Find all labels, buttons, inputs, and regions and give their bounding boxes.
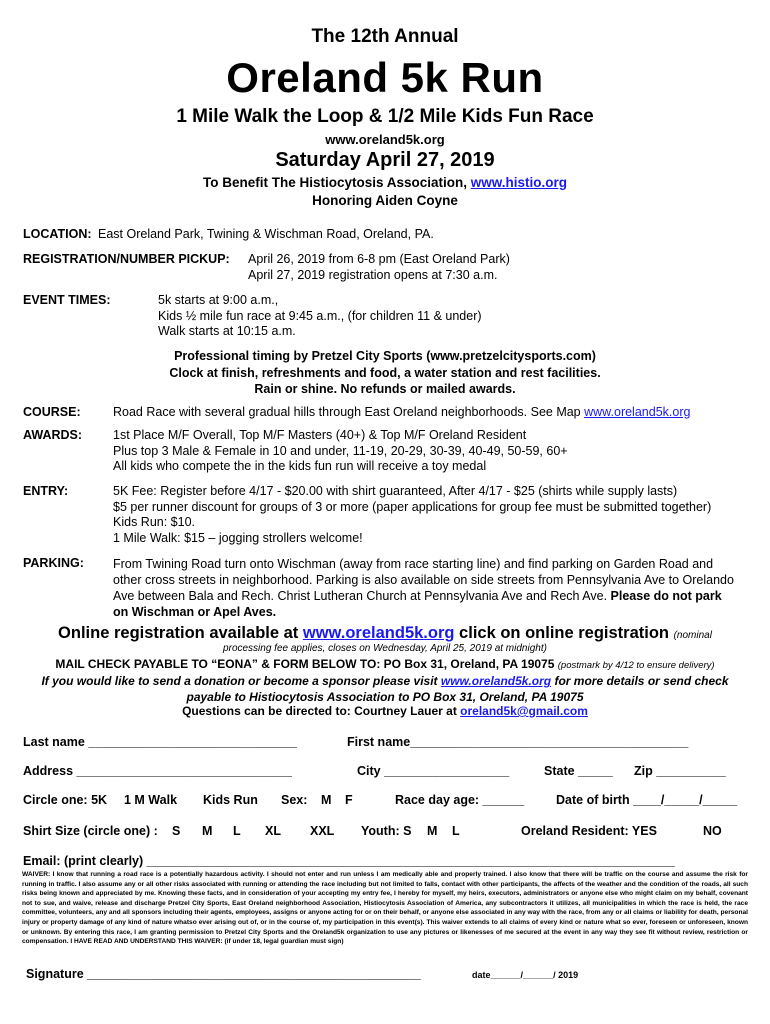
parking-line-with-bold [113, 588, 734, 604]
nominal-note: (nominal [673, 630, 712, 641]
questions-text: Questions can be directed to: Courtney Lauer at [182, 704, 461, 718]
awards-line: Plus top 3 Male & Female in 10 and under, 11-19, 20-29, 30-39, 40-49, 50-59, 60+ [113, 443, 568, 458]
awards-line: 1st Place M/F Overall, Top M/F Masters (40+) & Top M/F Oreland Resident [113, 428, 527, 442]
donation-line-2: payable to Histiocytosis Association to PO Box 31, Oreland, PA 19075 [186, 690, 584, 704]
date-of-birth-field[interactable]: Date of birth ____/_____/_____ [556, 793, 738, 807]
race-option-5k[interactable]: Circle one: 5K [23, 793, 108, 807]
online-text: Online registration available at [58, 624, 303, 642]
processing-note: processing fee applies, closes on Wednesday, April 25, 2019 at midnight) [223, 643, 547, 654]
email-field[interactable]: Email: (print clearly) ____________________________________________________________________________ [23, 854, 675, 868]
donation-block [0, 673, 770, 705]
donation-text: If you would like to send a donation or become a sponsor please visit [41, 674, 441, 688]
registration-label: REGISTRATION/NUMBER PICKUP: [23, 252, 230, 266]
questions-line [0, 704, 770, 718]
course-map-link[interactable]: www.oreland5k.org [584, 405, 691, 419]
parking-label: PARKING: [23, 556, 84, 570]
parking-warning: Please do not park [610, 589, 722, 603]
honoring-line: Honoring Aiden Coyne [312, 193, 458, 208]
entry-line: Kids Run: $10. [113, 515, 195, 529]
online-registration-link[interactable]: www.oreland5k.org [302, 624, 455, 642]
rain-line: Rain or shine. No refunds or mailed awards. [254, 382, 516, 396]
location-value: East Oreland Park, Twining & Wischman Road, Oreland, PA. [98, 227, 434, 241]
registration-line: April 27, 2019 registration opens at 7:30 a.m. [248, 267, 498, 282]
registration-line: April 26, 2019 from 6-8 pm (East Oreland Park) [248, 252, 510, 266]
sex-label: Sex: [281, 793, 308, 807]
shirt-size-label: Shirt Size (circle one) : [23, 824, 158, 838]
pre-title: The 12th Annual [311, 26, 459, 47]
awards-label: AWARDS: [23, 428, 83, 442]
state-field[interactable]: State _____ [544, 764, 613, 778]
oreland-resident-yes[interactable]: Oreland Resident: YES [521, 824, 657, 838]
parking-line: From Twining Road turn onto Wischman (away from race starting line) and find parking on Garden Road and [113, 557, 714, 571]
amenities-block [0, 348, 770, 398]
event-date: Saturday April 27, 2019 [275, 149, 495, 171]
parking-details [113, 556, 734, 620]
address-field[interactable]: Address _______________________________ [23, 764, 293, 778]
shirt-size-l[interactable]: L [233, 824, 241, 838]
entry-label: ENTRY: [23, 484, 69, 498]
timing-line: Professional timing by Pretzel City Sports (www.pretzelcitysports.com) [174, 349, 596, 363]
youth-size-l[interactable]: L [452, 824, 460, 838]
race-day-age-field[interactable]: Race day age: ______ [395, 793, 525, 807]
last-name-field[interactable]: Last name ______________________________ [23, 735, 297, 749]
oreland-resident-no[interactable]: NO [703, 824, 722, 838]
parking-line: Ave between Bala and Rech. Christ Lutheran Church at Pennsylvania Ave and Rech Ave. [113, 589, 611, 603]
sex-option-f[interactable]: F [345, 793, 353, 807]
event-time-line: Walk starts at 10:15 a.m. [158, 324, 296, 338]
youth-size-s[interactable]: Youth: S [361, 824, 412, 838]
mail-check-line [0, 657, 770, 671]
waiver-text: WAIVER: I know that running a road race is a potentially hazardous activity. I should not enter and run unless I am medically able and properly trained. I also know that there will be traffic on the course and assume the risk for running in traffic. I also assume any or all other risks associated with running or attending the race including but not limited to falls, contact with other participants, the affects of the weather and the condition of the roads, all such risks being known and appreciated by me. Knowing these facts, and in consideration of your accepting my entry fee, I hereby for myself, my heirs, executors, administrators or anyone else who might claim on my behalf, covenant not to sue, and waive, release and discharge Pretzel City Sports, East Oreland neighborhood Association, Histiocytosis Association of America, any subcontractors it utilizes, all municipalities in which the race is held, the race committee, volunteers, any and all sponsors including their agents, employees, assigns or anyone acting for or on their behalf, or anyone else associated in any way with the race, from any or all claims or liability for death, personal injury or property damage of any kind of nature whatso ever arising out of, or in the course of, my participation in this event(s). This waiver extends to all claims of every kind or nature what so ever, foreseen or unforeseen, known or unknown. By entering this race, I am granting permission to Pretzel City Sports and the Oreland5k organization to use any pictures or likenesses of me secured at the event in any way they see fit without review, restriction or compensation. I HAVE READ AND UNDERSTAND THIS WAIVER: (if under 18, legal guardian must sign) [22, 871, 748, 946]
event-times-label: EVENT TIMES: [23, 293, 111, 307]
parking-line: other cross streets in neighborhood. Parking is also available on side streets from Pennsylvania Ave to Orelando [113, 573, 734, 587]
shirt-size-xxl[interactable]: XXL [310, 824, 335, 838]
donation-line [0, 673, 770, 689]
donation-link[interactable]: www.oreland5k.org [440, 674, 552, 688]
shirt-size-s[interactable]: S [172, 824, 181, 838]
sex-option-m[interactable]: M [321, 793, 332, 807]
donation-after: for more details or send check [551, 674, 729, 688]
entry-details [113, 484, 711, 546]
shirt-size-m[interactable]: M [202, 824, 213, 838]
signature-date-field[interactable]: date______/______/ 2019 [472, 970, 579, 980]
entry-line: $5 per runner discount for groups of 3 or more (paper applications for group fee must be submitted together) [113, 499, 712, 514]
page-title: Oreland 5k Run [226, 54, 544, 101]
refreshments-line: Clock at finish, refreshments and food, a water station and rest facilities. [169, 365, 601, 380]
postmark-note: (postmark by 4/12 to ensure delivery) [557, 660, 715, 671]
subtitle: 1 Mile Walk the Loop & 1/2 Mile Kids Fun Race [176, 106, 594, 127]
youth-size-m[interactable]: M [427, 824, 438, 838]
awards-line: All kids who compete the in the kids fun run will receive a toy medal [113, 459, 487, 473]
race-option-walk[interactable]: 1 M Walk [124, 793, 178, 807]
awards-details [113, 428, 568, 475]
signature-field[interactable]: Signature ________________________________________________ [26, 967, 421, 981]
mail-text: MAIL CHECK PAYABLE TO “EONA” & FORM BELOW TO: PO Box 31, Oreland, PA 19075 [55, 657, 558, 671]
online-after: click on online registration [454, 624, 674, 642]
entry-line: 1 Mile Walk: $15 – jogging strollers welcome! [113, 530, 363, 545]
location-label: LOCATION: [23, 227, 92, 241]
zip-field[interactable]: Zip __________ [634, 764, 726, 778]
event-times-details [158, 293, 482, 340]
benefit-text: To Benefit The Histiocytosis Association, [202, 175, 471, 190]
course-label: COURSE: [23, 405, 81, 419]
event-time-line: 5k starts at 9:00 a.m., [158, 293, 279, 307]
parking-warning-line: on Wischman or Apel Aves. [113, 605, 277, 619]
online-registration-line [0, 624, 770, 643]
course-value [113, 405, 690, 421]
first-name-field[interactable]: First name________________________________________ [347, 735, 689, 749]
course-text: Road Race with several gradual hills through East Oreland neighborhoods. See Map [113, 405, 585, 419]
histio-link[interactable]: www.histio.org [470, 175, 568, 190]
entry-line: 5K Fee: Register before 4/17 - $20.00 with shirt guaranteed, After 4/17 - $25 (shirts while supply lasts) [113, 484, 678, 498]
website-text: www.oreland5k.org [325, 132, 445, 147]
shirt-size-xl[interactable]: XL [265, 824, 281, 838]
benefit-line [0, 175, 770, 190]
city-field[interactable]: City __________________ [357, 764, 510, 778]
contact-email-link[interactable]: oreland5k@gmail.com [460, 704, 588, 718]
race-option-kids[interactable]: Kids Run [203, 793, 258, 807]
registration-details [248, 252, 510, 283]
event-time-line: Kids ½ mile fun race at 9:45 a.m., (for children 11 & under) [158, 308, 482, 323]
